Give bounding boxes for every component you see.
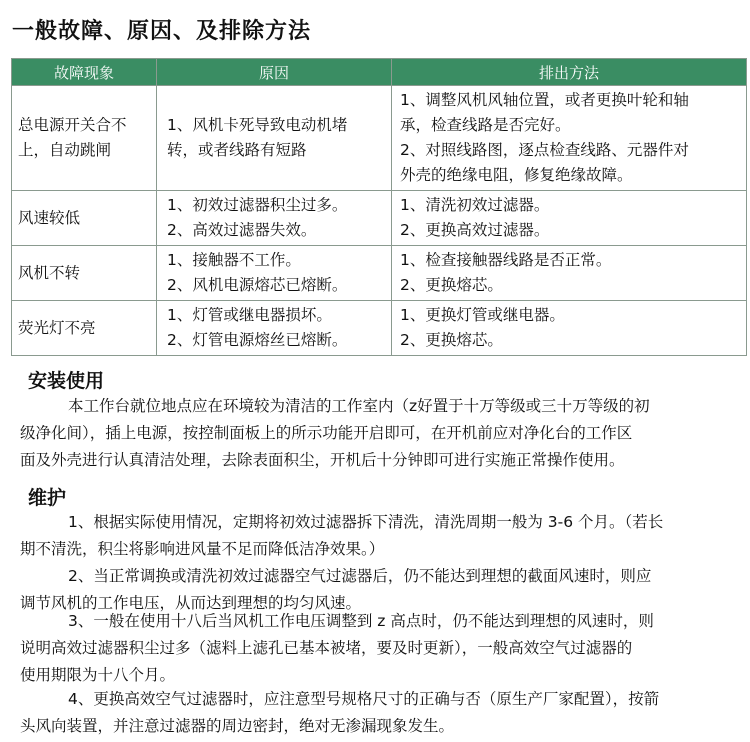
header-cause: 原因 bbox=[157, 59, 392, 86]
cause-cell bbox=[157, 246, 392, 301]
cell-line: 承，检查线路是否完好。 bbox=[400, 116, 571, 134]
maintain-paragraph-3 bbox=[20, 608, 732, 689]
symptom-cell bbox=[12, 191, 157, 246]
cell-line: 上，自动跳闸 bbox=[18, 141, 112, 159]
table-row bbox=[12, 246, 747, 301]
cell-line: 1、接触器不工作。 bbox=[167, 251, 301, 269]
cell-line: 外壳的绝缘电阻，修复绝缘故障。 bbox=[400, 166, 633, 184]
para-line: 使用期限为十八个月。 bbox=[20, 666, 176, 684]
cell-line: 2、高效过滤器失效。 bbox=[167, 221, 317, 239]
fix-cell bbox=[392, 191, 747, 246]
table-header-row bbox=[12, 59, 747, 86]
para-line: 级净化间），插上电源，按控制面板上的所示功能开启即可，在开机前应对净化台的工作区 bbox=[20, 424, 633, 442]
table-row bbox=[12, 191, 747, 246]
cell-line: 2、更换熔芯。 bbox=[400, 276, 503, 294]
symptom-cell bbox=[12, 301, 157, 356]
cause-cell bbox=[157, 191, 392, 246]
cell-line: 转，或者线路有短路 bbox=[167, 141, 307, 159]
cell-line: 2、风机电源熔芯已熔断。 bbox=[167, 276, 348, 294]
para-line: 3、一般在使用十八后当风机工作电压调整到 z 高点时，仍不能达到理想的风速时，则 bbox=[68, 612, 654, 630]
para-line: 2、当正常调换或清洗初效过滤器空气过滤器后，仍不能达到理想的截面风速时，则应 bbox=[68, 567, 652, 585]
symptom-cell bbox=[12, 86, 157, 191]
install-paragraph bbox=[20, 393, 732, 474]
maintain-paragraph-1 bbox=[20, 509, 732, 563]
cell-line: 1、清洗初效过滤器。 bbox=[400, 196, 550, 214]
cell-line: 1、灯管或继电器损坏。 bbox=[167, 306, 332, 324]
cell-line: 2、灯管电源熔丝已熔断。 bbox=[167, 331, 348, 349]
fix-cell bbox=[392, 246, 747, 301]
cell-line: 2、对照线路图，逐点检查线路、元器件对 bbox=[400, 141, 689, 159]
cell-line: 风机不转 bbox=[18, 263, 81, 282]
fault-table bbox=[11, 58, 747, 356]
cell-line: 风速较低 bbox=[18, 208, 81, 227]
para-line: 本工作台就位地点应在环境较为清洁的工作室内（z好置于十万等级或三十万等级的初 bbox=[68, 397, 650, 415]
header-symptom: 故障现象 bbox=[12, 59, 157, 86]
para-line: 面及外壳进行认真清洁处理，去除表面积尘，开机后十分钟即可进行实施正常操作使用。 bbox=[20, 451, 625, 469]
fix-cell bbox=[392, 301, 747, 356]
para-line: 说明高效过滤器积尘过多（滤料上滤孔已基本被堵，要及时更新），一般高效空气过滤器的 bbox=[20, 639, 633, 657]
cell-line: 荧光灯不亮 bbox=[18, 318, 96, 337]
cell-line: 1、初效过滤器积尘过多。 bbox=[167, 196, 348, 214]
cell-line: 1、检查接触器线路是否正常。 bbox=[400, 251, 612, 269]
cause-cell bbox=[157, 86, 392, 191]
install-heading: 安装使用 bbox=[28, 370, 105, 392]
table-row bbox=[12, 301, 747, 356]
para-line: 1、根据实际使用情况，定期将初效过滤器拆下清洗，清洗周期一般为 3-6 个月。（若长 bbox=[68, 513, 664, 531]
header-fix: 排出方法 bbox=[392, 59, 747, 86]
symptom-cell bbox=[12, 246, 157, 301]
maintain-paragraph-4 bbox=[20, 686, 732, 740]
maintain-heading: 维护 bbox=[28, 487, 67, 509]
cell-line: 2、更换高效过滤器。 bbox=[400, 221, 550, 239]
cell-line: 1、调整风机风轴位置，或者更换叶轮和轴 bbox=[400, 91, 689, 109]
page-title: 一般故障、原因、及排除方法 bbox=[12, 19, 312, 44]
para-line: 调节风机的工作电压，从而达到理想的均匀风速。 bbox=[20, 594, 362, 612]
cell-line: 1、风机卡死导致电动机堵 bbox=[167, 116, 348, 134]
para-line: 头风向装置，并注意过滤器的周边密封，绝对无渗漏现象发生。 bbox=[20, 717, 455, 735]
cell-line: 总电源开关合不 bbox=[18, 116, 127, 134]
para-line: 4、更换高效空气过滤器时，应注意型号规格尺寸的正确与否（原生产厂家配置），按箭 bbox=[68, 690, 660, 708]
cell-line: 1、更换灯管或继电器。 bbox=[400, 306, 565, 324]
fix-cell bbox=[392, 86, 747, 191]
cause-cell bbox=[157, 301, 392, 356]
table-row bbox=[12, 86, 747, 191]
cell-line: 2、更换熔芯。 bbox=[400, 331, 503, 349]
para-line: 期不清洗，积尘将影响进风量不足而降低洁净效果。） bbox=[20, 540, 385, 558]
